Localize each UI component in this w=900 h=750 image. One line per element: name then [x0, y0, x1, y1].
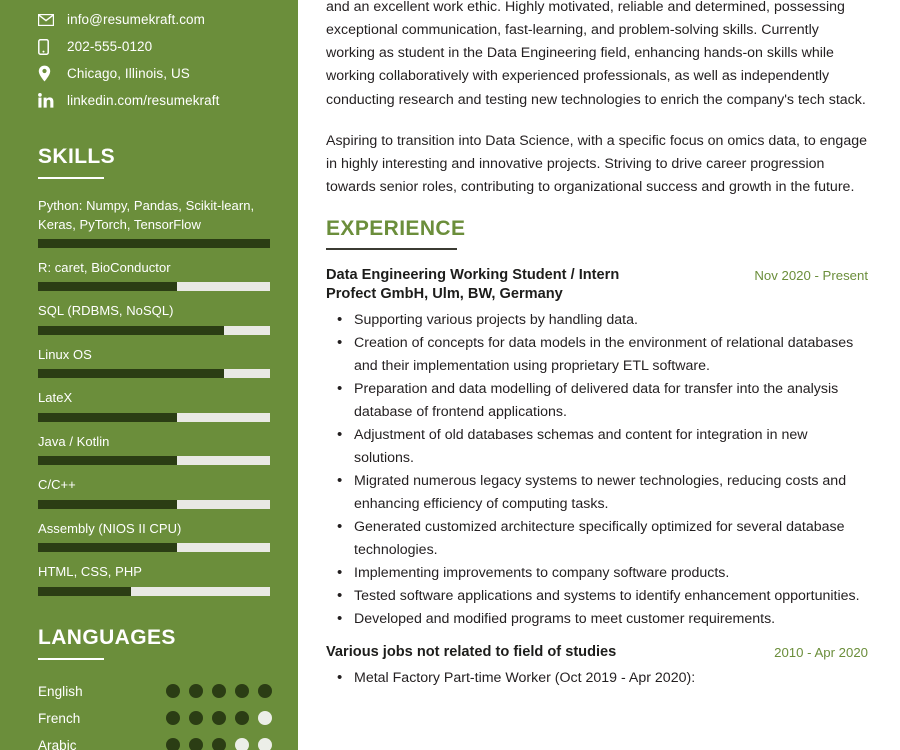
skill-item	[38, 433, 270, 465]
language-name: French	[38, 710, 81, 726]
languages-heading: LANGUAGES	[38, 625, 176, 649]
experience-entry-titles	[326, 643, 774, 663]
skill-bar-fill	[38, 369, 224, 378]
job-bullet: • Generated customized architecture specifically optimized for several database technologies.	[354, 516, 868, 562]
skill-bar-fill	[38, 282, 177, 291]
skill-item	[38, 302, 270, 334]
language-item	[38, 678, 270, 705]
contact-item-phone[interactable]	[38, 33, 270, 60]
language-item	[38, 705, 270, 732]
location-pin-icon	[38, 65, 58, 82]
experience-entry-header	[326, 643, 868, 663]
rating-dot-filled	[166, 711, 180, 725]
rating-dot-filled	[189, 738, 203, 750]
job-date: 2010 - Apr 2020	[774, 645, 868, 661]
languages-list	[38, 678, 270, 750]
language-rating-dots	[166, 738, 272, 750]
main-content	[298, 0, 900, 750]
rating-dot-filled	[212, 684, 226, 698]
skill-label: LateX	[38, 390, 73, 406]
job-title: Various jobs not related to field of studies	[326, 644, 617, 661]
rating-dot-empty	[258, 738, 272, 750]
skill-item	[38, 389, 270, 421]
skill-bar	[38, 543, 270, 552]
skill-bar-fill	[38, 326, 224, 335]
job-bullet: • Preparation and data modelling of delivered data for transfer into the analysis database of frontend applications.	[354, 378, 868, 424]
job-bullet: • Adjustment of old databases schemas and content for integration in new solutions.	[354, 424, 868, 470]
contact-item-email[interactable]	[38, 6, 270, 33]
skill-bar	[38, 239, 270, 248]
envelope-icon	[38, 14, 58, 26]
rating-dot-filled	[212, 738, 226, 750]
skill-label: SQL (RDBMS, NoSQL)	[38, 303, 174, 319]
contact-item-linkedin[interactable]	[38, 87, 270, 114]
section-spacer	[326, 633, 868, 643]
job-bullet: • Creation of concepts for data models in the environment of relational databases and their implementation using proprietary ETL software.	[354, 332, 868, 378]
summary-paragraph: and an excellent work ethic. Highly motivated, reliable and determined, possessing exceptional communication, fast-learning, and problem-solving skills. Currently working as student in the Data Engineering field, enhancing hands-on skills while working collaboratively with experienced professionals, as well as independently conducting research and testing new technologies to enrich the company's tech stack.	[326, 0, 866, 108]
language-item	[38, 732, 270, 750]
skill-bar	[38, 326, 270, 335]
rating-dot-filled	[189, 711, 203, 725]
sidebar	[0, 0, 298, 750]
job-title: Data Engineering Working Student / Intern	[326, 266, 620, 283]
skill-bar-fill	[38, 413, 177, 422]
skill-item	[38, 563, 270, 595]
rating-dot-filled	[166, 738, 180, 750]
summary-paragraph: Aspiring to transition into Data Science, with a specific focus on omics data, to engage in highly interesting and innovative projects. Striving to drive career progression towards senior roles, contributing to organizational success and growth in the future.	[326, 132, 867, 195]
linkedin-icon	[38, 93, 58, 108]
experience-entry-header	[326, 266, 868, 305]
skill-bar	[38, 413, 270, 422]
skill-bar	[38, 500, 270, 509]
skill-bar-fill	[38, 500, 177, 509]
job-bullet-list	[326, 667, 868, 690]
skill-label: Java / Kotlin	[38, 433, 110, 449]
skill-item	[38, 476, 270, 508]
skill-bar-fill	[38, 587, 131, 596]
skill-bar-fill	[38, 456, 177, 465]
contact-email-text: info@resumekraft.com	[67, 12, 205, 27]
languages-section	[38, 626, 270, 750]
skills-section	[38, 145, 270, 596]
rating-dot-filled	[235, 711, 249, 725]
job-bullet: • Implementing improvements to company software products.	[354, 562, 868, 585]
skill-item	[38, 197, 270, 248]
job-bullet: • Migrated numerous legacy systems to newer technologies, reducing costs and enhancing efficiency of computing tasks.	[354, 470, 868, 516]
rating-dot-filled	[212, 711, 226, 725]
job-bullet-list	[326, 309, 868, 631]
rating-dot-filled	[189, 684, 203, 698]
skill-bar-fill	[38, 239, 270, 248]
skill-bar	[38, 369, 270, 378]
skill-bar	[38, 456, 270, 465]
skills-list	[38, 197, 270, 596]
job-bullet: • Metal Factory Part-time Worker (Oct 2019 - Apr 2020):	[354, 667, 868, 690]
rating-dot-empty	[258, 711, 272, 725]
rating-dot-filled	[258, 684, 272, 698]
skill-label: Linux OS	[38, 346, 92, 362]
skill-label: R: caret, BioConductor	[38, 260, 171, 275]
language-rating-dots	[166, 684, 272, 698]
job-bullet: • Supporting various projects by handling data.	[354, 309, 868, 332]
skill-bar-fill	[38, 543, 177, 552]
job-date: Nov 2020 - Present	[754, 267, 868, 283]
experience-entry	[326, 643, 868, 690]
contact-list	[38, 6, 270, 114]
experience-heading: EXPERIENCE	[326, 217, 466, 241]
skills-heading-rule	[38, 177, 104, 179]
contact-linkedin-text: linkedin.com/resumekraft	[67, 93, 220, 108]
languages-heading-rule	[38, 658, 104, 660]
experience-heading-rule	[326, 248, 457, 250]
rating-dot-empty	[235, 738, 249, 750]
skill-label: Python: Numpy, Pandas, Scikit-learn, Keras, PyTorch, TensorFlow	[38, 198, 255, 232]
rating-dot-filled	[166, 684, 180, 698]
job-bullet: • Developed and modified programs to meet customer requirements.	[354, 608, 868, 631]
language-name: Arabic	[38, 737, 77, 750]
experience-entry-titles	[326, 266, 754, 305]
language-name: English	[38, 683, 83, 699]
skill-bar	[38, 587, 270, 596]
skill-item	[38, 520, 270, 552]
skill-label: HTML, CSS, PHP	[38, 564, 142, 580]
skill-item	[38, 346, 270, 378]
contact-location-text: Chicago, Illinois, US	[67, 66, 190, 81]
skills-heading: SKILLS	[38, 145, 116, 168]
rating-dot-filled	[235, 684, 249, 698]
phone-icon	[38, 39, 58, 55]
skill-label: C/C++	[38, 477, 76, 493]
contact-phone-text: 202-555-0120	[67, 39, 153, 54]
skill-label: Assembly (NIOS II CPU)	[38, 520, 182, 536]
job-bullet: • Tested software applications and systems to identify enhancement opportunities.	[354, 585, 868, 608]
language-rating-dots	[166, 711, 272, 725]
experience-heading-wrap	[326, 217, 868, 250]
experience-entry	[326, 266, 868, 631]
job-company: Profect GmbH, Ulm, BW, Germany	[326, 286, 563, 303]
skill-item	[38, 259, 270, 291]
contact-item-location[interactable]	[38, 60, 270, 87]
skill-bar	[38, 282, 270, 291]
